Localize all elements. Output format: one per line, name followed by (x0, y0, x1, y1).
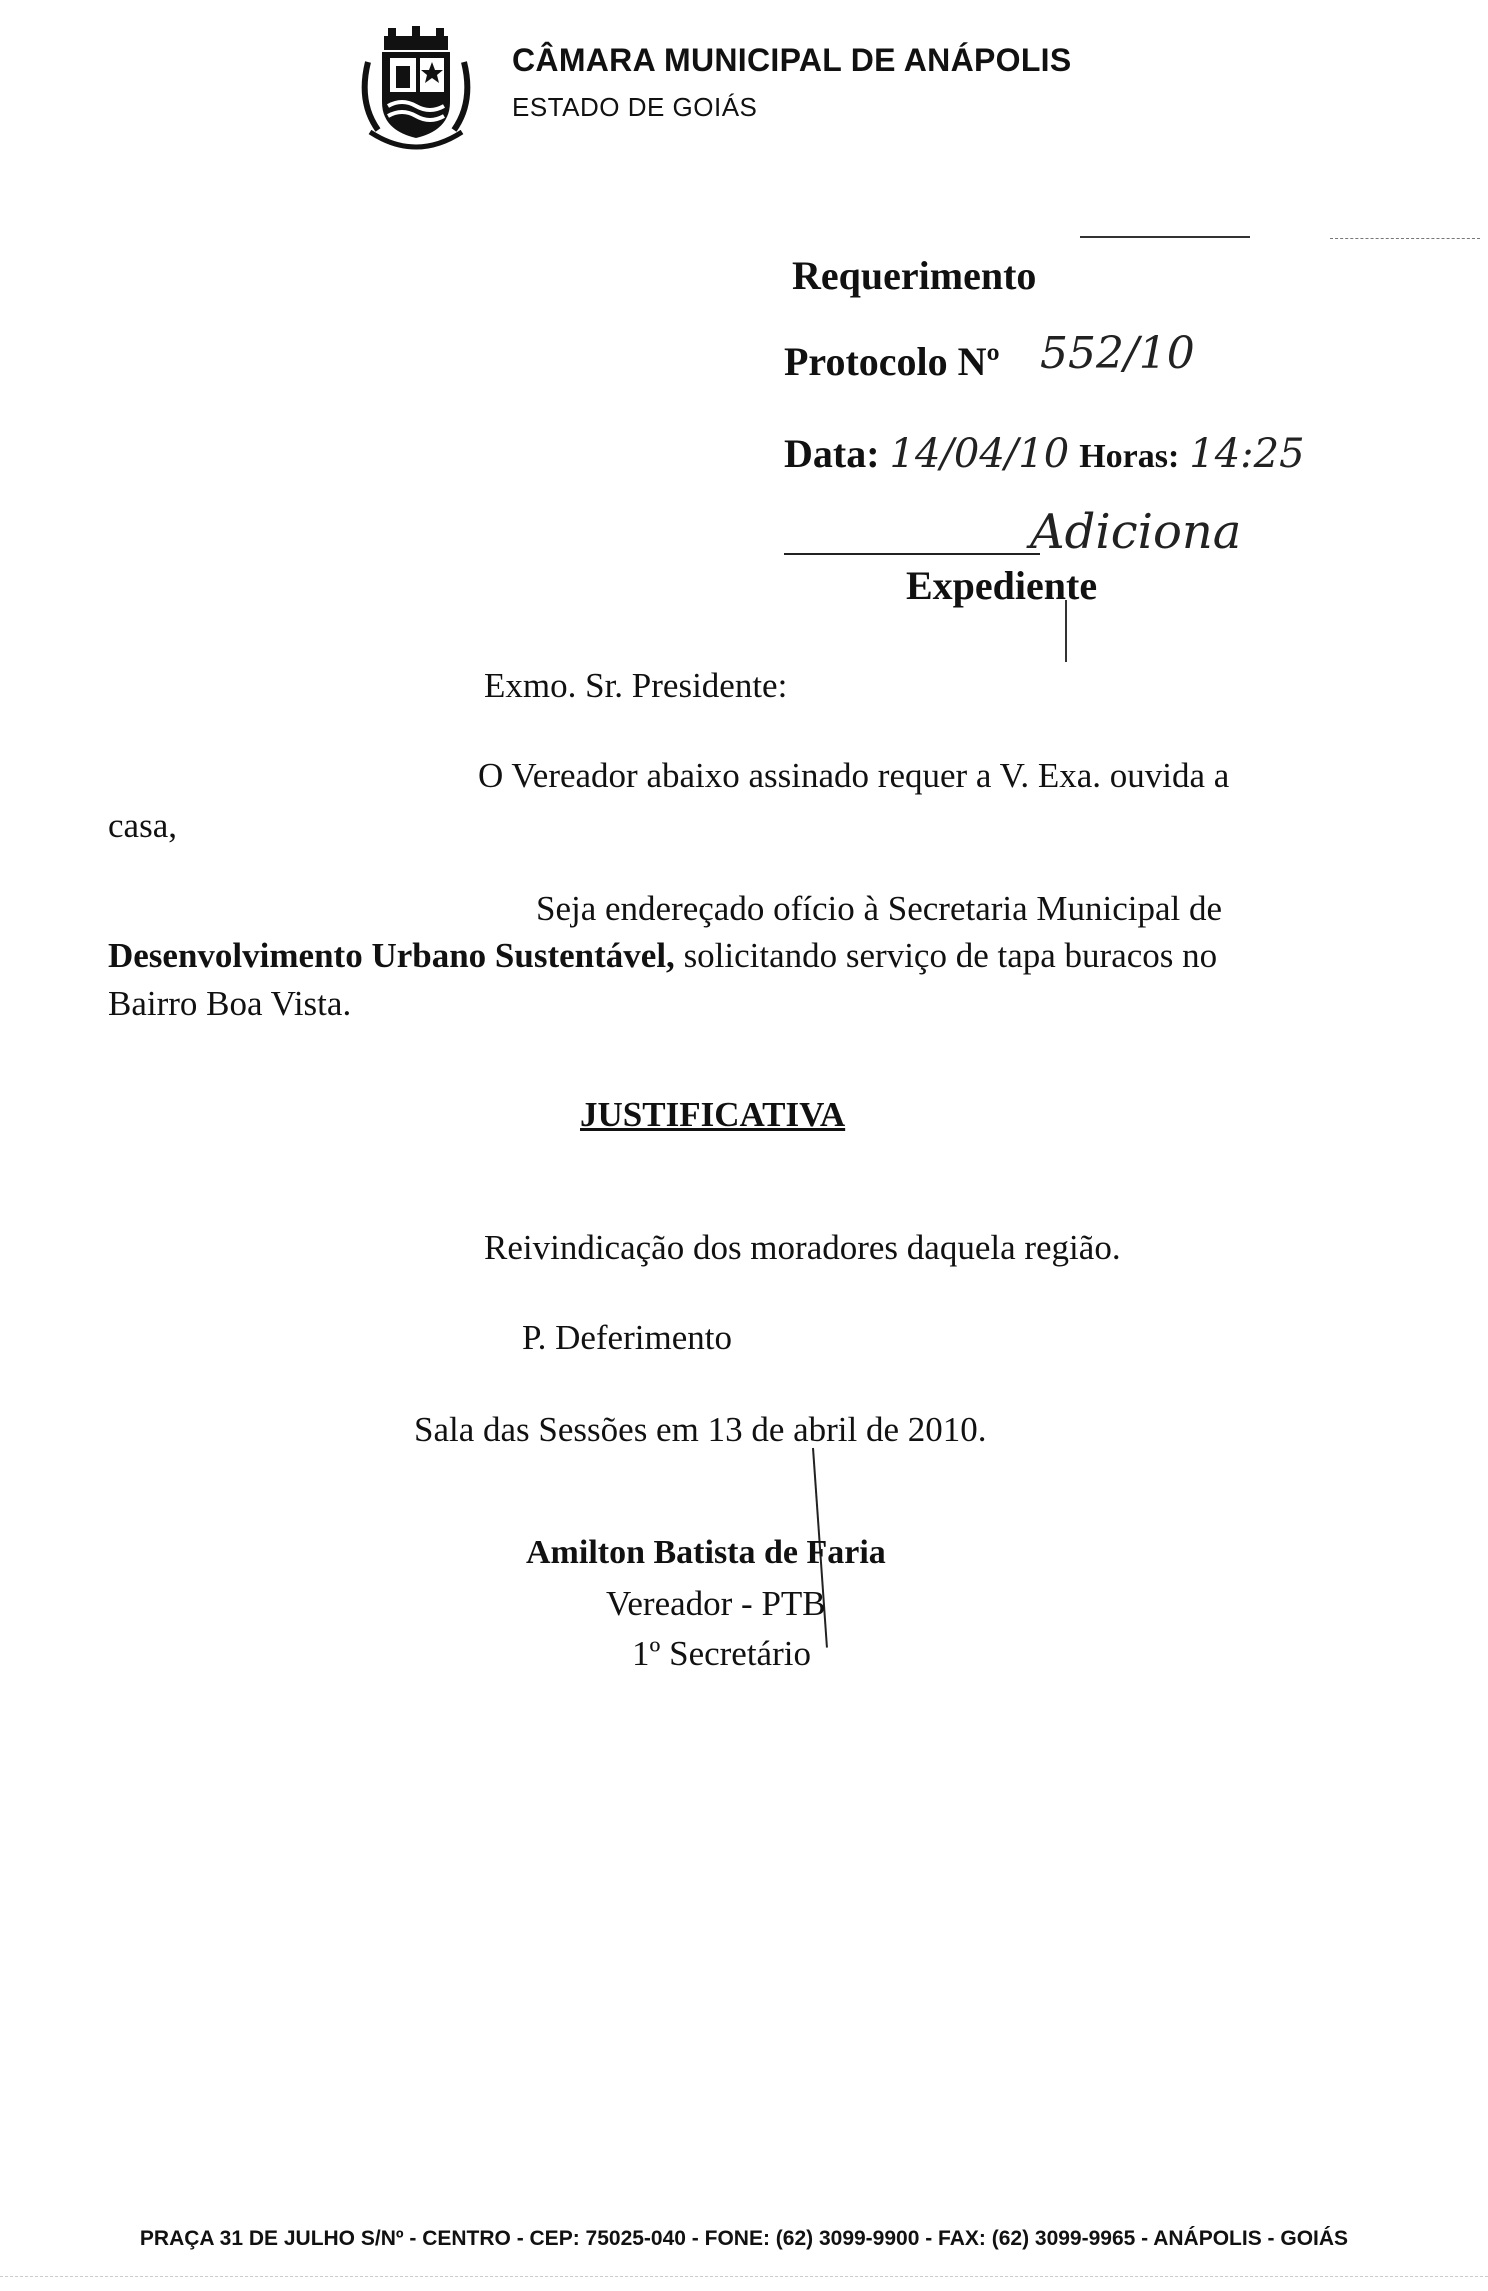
protocolo-value: 552/10 (1040, 328, 1195, 379)
signatory-name: Amilton Batista de Faria (526, 1534, 886, 1571)
horas-value: 14:25 (1189, 431, 1305, 477)
justificativa-heading: JUSTIFICATIVA (580, 1095, 846, 1134)
salutation: Exmo. Sr. Presidente: (484, 666, 788, 705)
date-label (784, 430, 1305, 477)
office-request-line: Seja endereçado ofício à Secretaria Municipal de (536, 889, 1223, 928)
signatory-role: Vereador - PTB (606, 1584, 826, 1623)
handwritten-stroke (1065, 600, 1067, 662)
expediente-rule (784, 553, 1040, 555)
request-paragraph-continued: casa, (108, 806, 177, 845)
expediente-annotation: Adiciona (1030, 504, 1242, 560)
office-request-line-3: Bairro Boa Vista. (108, 984, 352, 1023)
requerimento-label: Requerimento (792, 253, 1037, 298)
protocolo-label: Protocolo Nº (784, 339, 1000, 384)
deferment-text: P. Deferimento (522, 1318, 732, 1357)
organization-name: CÂMARA MUNICIPAL DE ANÁPOLIS (512, 42, 1072, 78)
signatory-title: 1º Secretário (632, 1634, 811, 1673)
stamp-rule-dashed (1330, 238, 1480, 239)
municipal-crest-icon (350, 22, 482, 154)
horas-label: Horas: (1079, 438, 1180, 475)
data-label: Data: (784, 431, 880, 476)
request-paragraph: O Vereador abaixo assinado requer a V. Exa. ouvida a (478, 756, 1230, 795)
stamp-rule (1080, 236, 1250, 238)
expediente-label: Expediente (906, 563, 1098, 608)
footer-address: PRAÇA 31 DE JULHO S/Nº - CENTRO - CEP: 75025-040 - FONE: (62) 3099-9900 - FAX: (62) 3099-9965 - ANÁPOLIS - GOIÁS (139, 2227, 1349, 2250)
place-date: Sala das Sessões em 13 de abril de 2010. (414, 1410, 987, 1449)
scan-edge (0, 2276, 1488, 2277)
data-value: 14/04/10 (889, 431, 1070, 477)
justification-text: Reivindicação dos moradores daquela região. (484, 1228, 1121, 1267)
secretariat-name: Desenvolvimento Urbano Sustentável, (108, 936, 675, 975)
office-request-line-2 (108, 932, 1217, 980)
service-request: solicitando serviço de tapa buracos no (674, 936, 1218, 975)
organization-state: ESTADO DE GOIÁS (512, 92, 758, 122)
